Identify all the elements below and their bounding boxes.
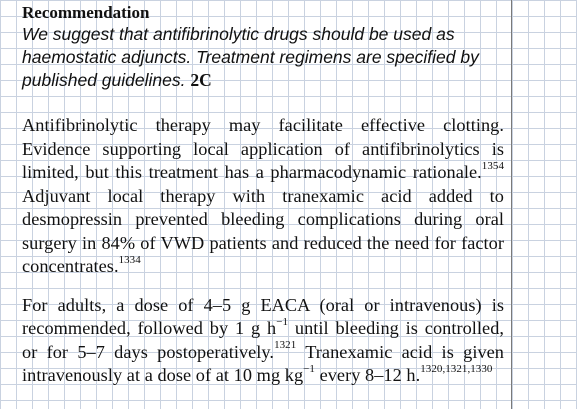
paragraph-2-text-c: Tranexamic acid is given intravenously at a dose of at 10 mg kg [22,341,504,385]
paragraph-2-text-b: until bleeding is controlled, or for 5–7 days postoperatively. [22,318,505,362]
column-rule [511,0,512,409]
body-paragraph-2 [22,294,504,388]
paragraph-2-text-d: every 8–12 h. [319,365,421,385]
unit-exponent-1: −1 [276,315,289,328]
citation-1321: 1321 [274,339,297,352]
paragraph-2-text-a: For adults, a dose of 4–5 g EACA (oral or intravenous) is recommended, followed by 1 g h [22,294,504,338]
citation-1354: 1354 [481,159,504,172]
recommendation-heading: Recommendation [22,3,150,22]
paragraph-1-text-b: Adjuvant local therapy with tranexamic acid added to desmopressin prevented bleeding complications during oral surgery in 84% of VWD patients and reduced the need for factor concentrates. [22,185,504,276]
citation-1320-1321-1330: 1320,1321,1330 [420,362,493,375]
recommendation-text [22,23,504,92]
recommendation-body: We suggest that antifibrinolytic drugs should be used as haemostatic adjuncts. Treatment regimens are specified by published guidelines. [22,24,479,90]
citation-1334: 1334 [118,253,141,266]
text-column [22,3,504,388]
unit-exponent-2: −1 [303,362,315,375]
body-paragraph-1 [22,114,504,279]
recommendation-box [22,3,504,92]
recommendation-grade: 2C [190,70,212,90]
paragraph-1-text-a: Antifibrinolytic therapy may facilitate effective clotting. Evidence supporting local application of antifibrinolytics is limited, but this treatment has a pharmacodynamic rationale. [22,115,504,182]
